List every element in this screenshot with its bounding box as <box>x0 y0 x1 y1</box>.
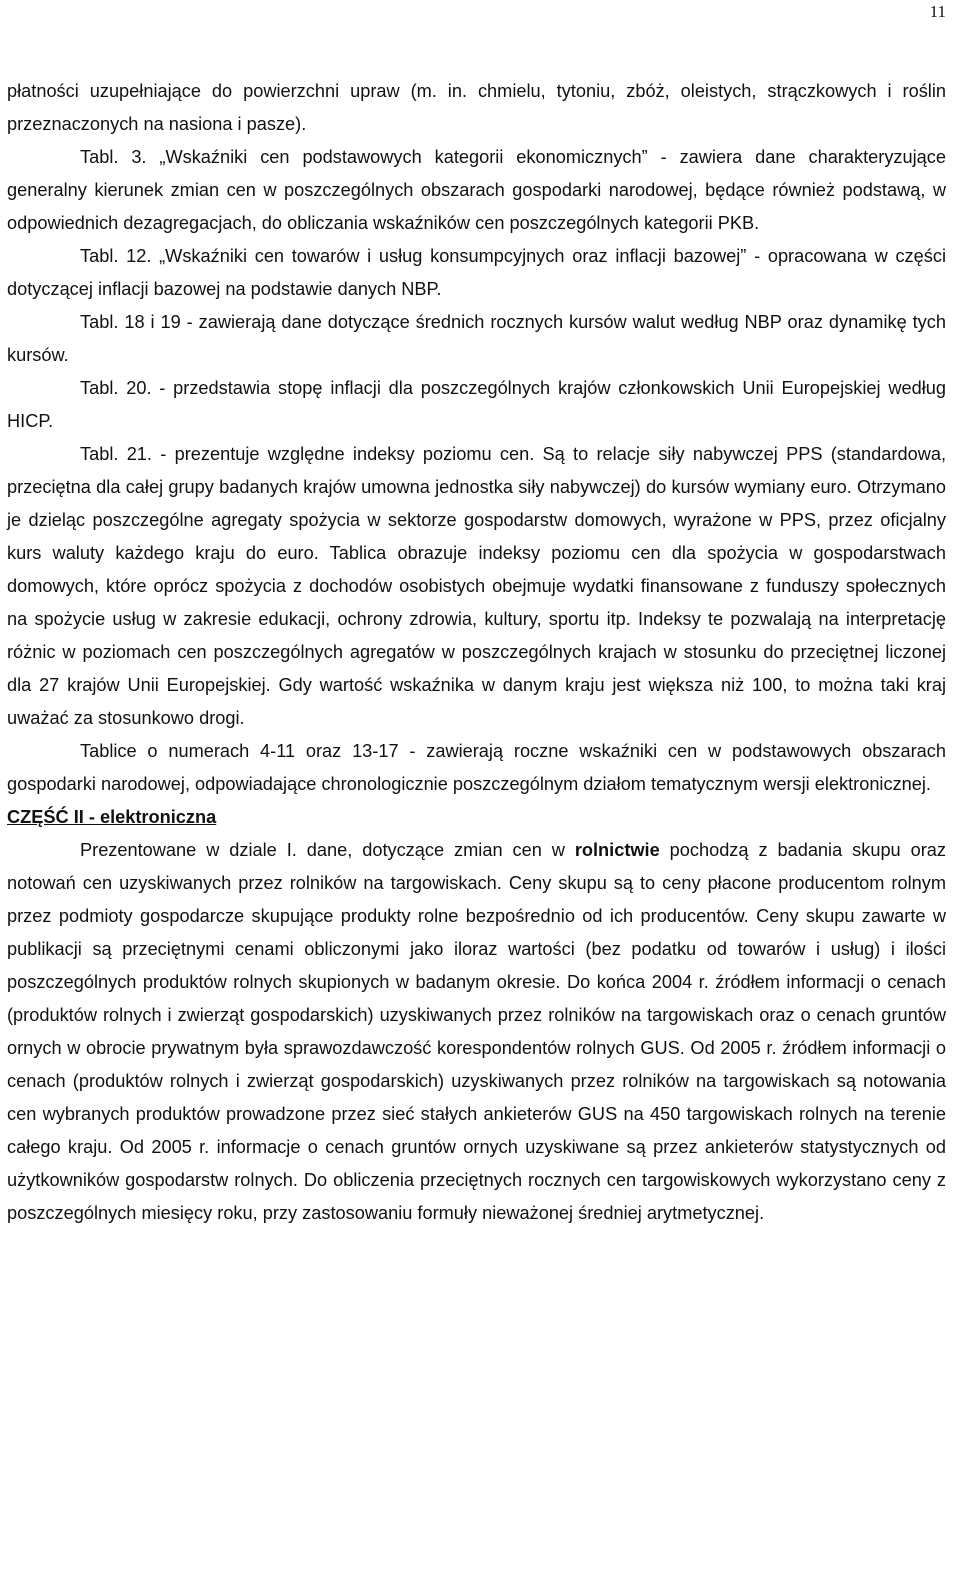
paragraph-tabl-12: Tabl. 12. „Wskaźniki cen towarów i usług konsumpcyjnych oraz inflacji bazowej” - opracowana w części dotyczącej inflacji bazowej na podstawie danych NBP. <box>7 246 946 299</box>
page-number: 11 <box>929 2 946 21</box>
paragraph-tablice-4-17: Tablice o numerach 4-11 oraz 13-17 - zawierają roczne wskaźniki cen w podstawowych obszarach gospodarki narodowej, odpowiadające chronologicznie poszczególnym działom tematycznym wersji elektronicznej. <box>7 741 946 794</box>
paragraph-rolnictwo <box>7 834 946 1230</box>
paragraph-rolnictwo-start: Prezentowane w dziale I. dane, dotyczące zmian cen w <box>80 840 575 860</box>
paragraph-rolnictwo-rest: pochodzą z badania skupu oraz notowań cen uzyskiwanych przez rolników na targowiskach. Ceny skupu są to ceny płacone producentom rolnym przez podmioty gospodarcze skupujące produkty rolne bezpośrednio od ich producentów. Ceny skupu zawarte w publikacji są przeciętnymi cenami obliczonymi jako iloraz wartości (bez podatku od towarów i usług) i ilości poszczególnych produktów rolnych skupionych w badanym okresie. Do końca 2004 r. źródłem informacji o cenach (produktów rolnych i zwierząt gospodarskich) uzyskiwanych przez rolników na targowiskach oraz o cenach gruntów ornych w obrocie prywatnym była sprawozdawczość korespondentów rolnych GUS. Od 2005 r. źródłem informacji o cenach (produktów rolnych i zwierząt gospodarskich) uzyskiwanych przez rolników na targowiskach są notowania cen wybranych produktów prowadzone przez sieć stałych ankieterów GUS na 450 targowiskach rolnych na terenie całego kraju. Od 2005 r. informacje o cenach gruntów ornych uzyskiwane są przez ankieterów statystycznych od użytkowników gospodarstw rolnych. Do obliczenia przeciętnych rocznych cen targowiskowych wykorzystano ceny z poszczególnych miesięcy roku, przy zastosowaniu formuły nieważonej średniej arytmetycznej. <box>7 840 946 1223</box>
paragraph-tabl-18-19: Tabl. 18 i 19 - zawierają dane dotyczące średnich rocznych kursów walut według NBP oraz dynamikę tych kursów. <box>7 312 946 365</box>
section-heading-text: CZĘŚĆ II - elektroniczna <box>7 807 217 827</box>
paragraph-tabl-3: Tabl. 3. „Wskaźniki cen podstawowych kategorii ekonomicznych” - zawiera dane charakteryzujące generalny kierunek zmian cen w poszczególnych obszarach gospodarki narodowej, będące również podstawą, w odpowiednich dezagregacjach, do obliczania wskaźników cen poszczególnych kategorii PKB. <box>7 147 946 233</box>
section-heading <box>7 801 946 834</box>
document-body <box>7 75 946 1230</box>
paragraph-tabl-21: Tabl. 21. - prezentuje względne indeksy poziomu cen. Są to relacje siły nabywczej PPS (standardowa, przeciętna dla całej grupy badanych krajów umowna jednostka siły nabywczej) do kursów wymiany euro. Otrzymano je dzieląc poszczególne agregaty spożycia w sektorze gospodarstw domowych, wyrażone w PPS, przez oficjalny kurs waluty każdego kraju do euro. Tablica obrazuje indeksy poziomu cen dla spożycia w gospodarstwach domowych, które oprócz spożycia z dochodów osobistych obejmuje wydatki finansowane z funduszy społecznych na spożycie usług w zakresie edukacji, ochrony zdrowia, kultury, sportu itp. Indeksy te pozwalają na interpretację różnic w poziomach cen poszczególnych agregatów w poszczególnych krajach w stosunku do przeciętnej liczonej dla 27 krajów Unii Europejskiej. Gdy wartość wskaźnika w danym kraju jest większa niż 100, to można taki kraj uważać za stosunkowo drogi. <box>7 444 946 728</box>
paragraph-continuation: płatności uzupełniające do powierzchni upraw (m. in. chmielu, tytoniu, zbóż, oleistych, strączkowych i roślin przeznaczonych na nasiona i pasze). <box>7 81 946 134</box>
keyword-rolnictwie: rolnictwie <box>574 840 660 860</box>
paragraph-tabl-20: Tabl. 20. - przedstawia stopę inflacji dla poszczególnych krajów członkowskich Unii Europejskiej według HICP. <box>7 378 946 431</box>
